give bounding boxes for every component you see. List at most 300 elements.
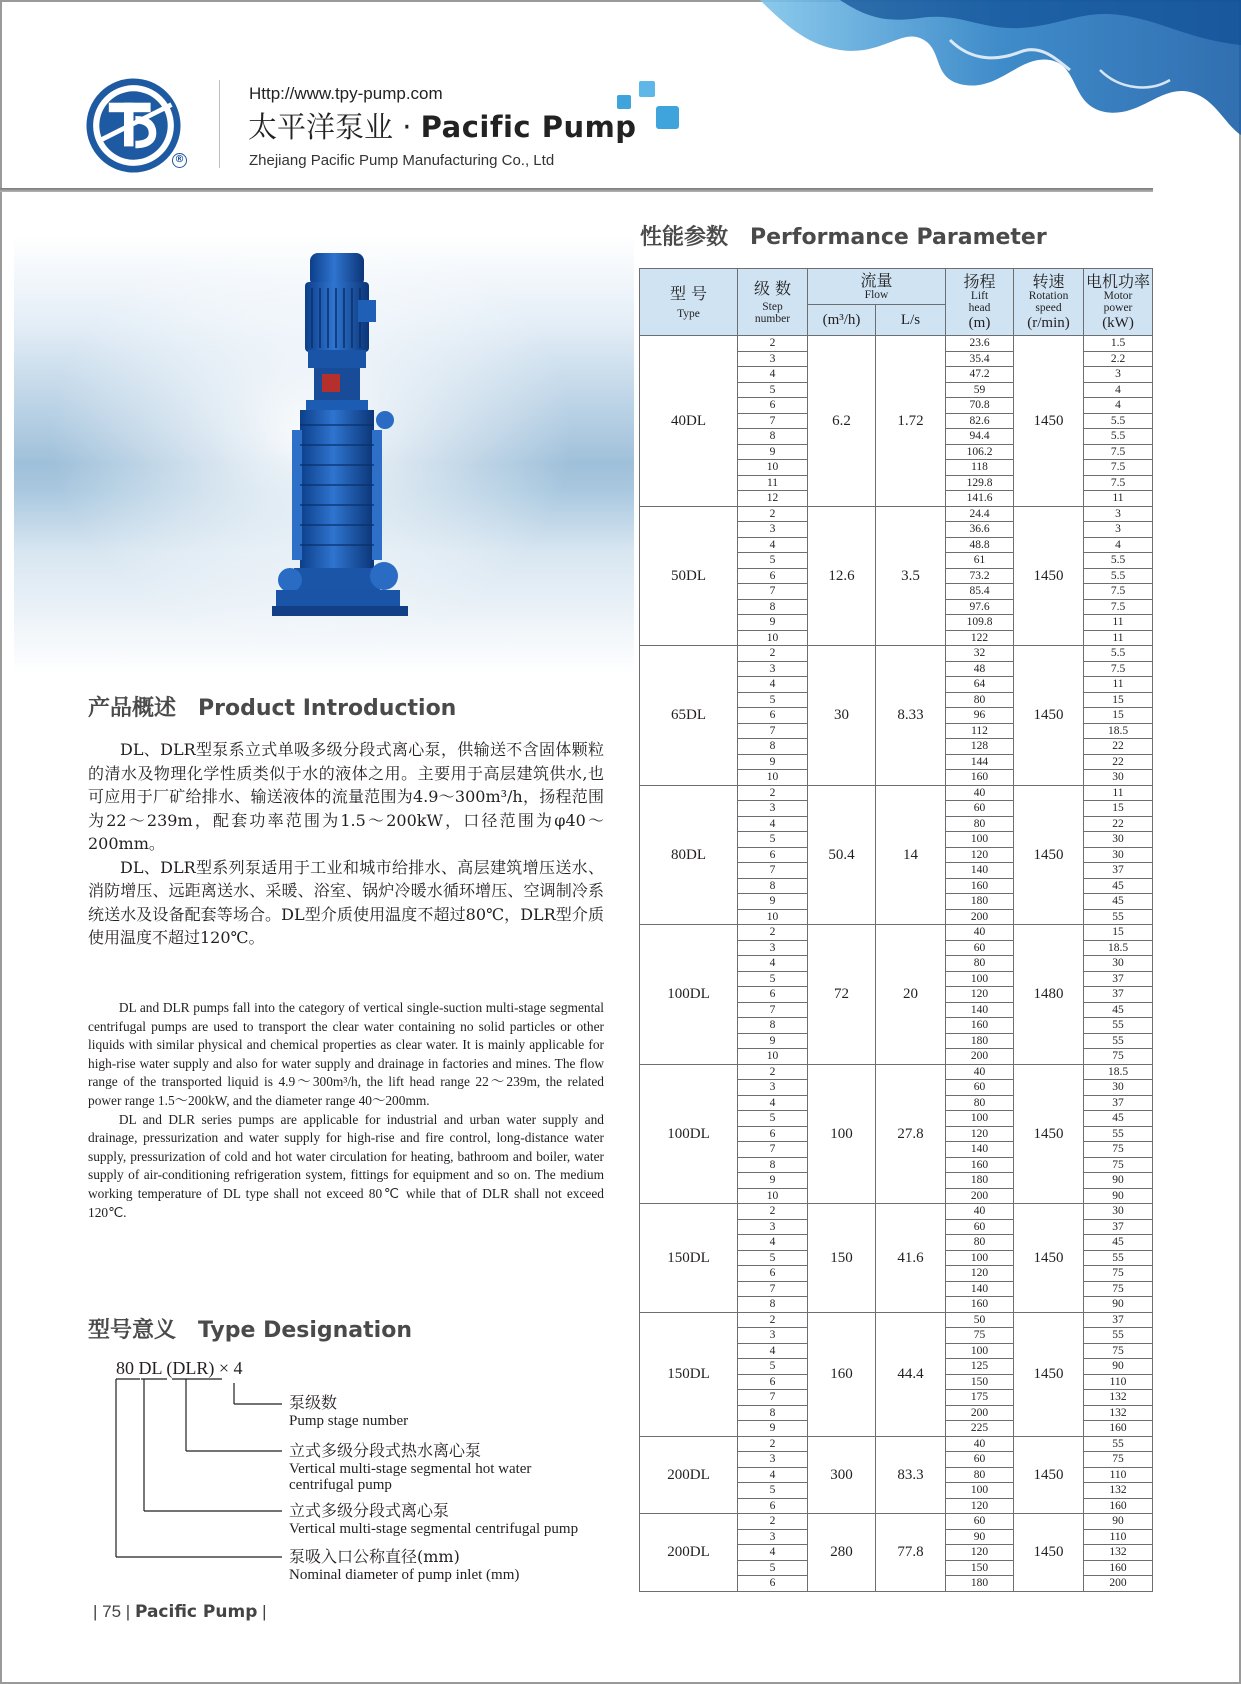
cell-step: 4 — [738, 537, 808, 553]
header-speed-cn: 转速 — [1032, 271, 1065, 291]
header-lift — [946, 269, 1014, 336]
cell-power: 18.5 — [1084, 940, 1153, 956]
cell-power: 3 — [1084, 506, 1153, 522]
cell-step: 4 — [738, 1545, 808, 1561]
cell-step: 7 — [738, 413, 808, 429]
cell-power: 4 — [1084, 398, 1153, 414]
intro-title-cn: 产品概述 — [88, 696, 177, 721]
cell-type: 200DL — [640, 1436, 738, 1514]
cell-step: 6 — [738, 568, 808, 584]
company-name: Zhejiang Pacific Pump Manufacturing Co., Ltd — [249, 152, 555, 169]
cell-step: 12 — [738, 491, 808, 507]
cell-step: 9 — [738, 615, 808, 631]
cell-step: 9 — [738, 1033, 808, 1049]
cell-power: 22 — [1084, 816, 1153, 832]
cell-flow-ls: 77.8 — [876, 1514, 946, 1592]
cell-step: 2 — [738, 1204, 808, 1220]
cell-power: 37 — [1084, 1095, 1153, 1111]
cell-step: 5 — [738, 1359, 808, 1375]
designation-heading — [88, 1318, 412, 1344]
cell-power: 200 — [1084, 1576, 1153, 1592]
cell-flow-ls: 3.5 — [876, 506, 946, 646]
cell-power: 3 — [1084, 522, 1153, 538]
cell-speed: 1450 — [1014, 506, 1084, 646]
cell-lift: 200 — [946, 1188, 1014, 1204]
cell-power: 75 — [1084, 1343, 1153, 1359]
cell-lift: 140 — [946, 1281, 1014, 1297]
intro-en-paragraph-2: DL and DLR series pumps are applicable for industrial and urban water supply and drainage, pressurization and water supply for high-rise and fire control, long-distance water supply, pressurization of cold and hot water circulation for heating, bathroom and boiler, water supply of air-conditioning refrigeration system, fittings for equipment and so on. The medium working temperature of DL type shall not exceed 80℃ while that of DLR shall not exceed 120℃. — [88, 1111, 604, 1220]
cell-step: 9 — [738, 1421, 808, 1437]
cell-lift: 160 — [946, 770, 1014, 786]
cell-step: 2 — [738, 925, 808, 941]
cell-step: 10 — [738, 909, 808, 925]
cell-lift: 40 — [946, 1204, 1014, 1220]
cell-power: 75 — [1084, 1452, 1153, 1468]
cell-power: 90 — [1084, 1173, 1153, 1189]
cell-power: 22 — [1084, 754, 1153, 770]
cell-lift: 36.6 — [946, 522, 1014, 538]
intro-heading — [88, 696, 456, 722]
header-speed — [1014, 269, 1084, 336]
header-lift-cn: 扬程 — [963, 271, 996, 291]
cell-power: 5.5 — [1084, 553, 1153, 569]
cell-lift: 200 — [946, 909, 1014, 925]
header-power — [1084, 269, 1153, 336]
table-row — [640, 1514, 1153, 1530]
performance-heading — [640, 225, 1047, 251]
cell-power: 22 — [1084, 739, 1153, 755]
cell-flow-m3h: 280 — [808, 1514, 876, 1592]
cell-lift: 109.8 — [946, 615, 1014, 631]
header-power-en2: power — [1103, 301, 1133, 314]
cell-power: 55 — [1084, 1033, 1153, 1049]
table-row — [640, 1436, 1153, 1452]
cell-lift: 200 — [946, 1049, 1014, 1065]
cell-power: 75 — [1084, 1281, 1153, 1297]
cell-step: 9 — [738, 894, 808, 910]
page-number: 75 — [102, 1602, 122, 1621]
cell-lift: 32 — [946, 646, 1014, 662]
table-row — [640, 1312, 1153, 1328]
cell-lift: 75 — [946, 1328, 1014, 1344]
cell-lift: 160 — [946, 1018, 1014, 1034]
cell-lift: 80 — [946, 1235, 1014, 1251]
cell-step: 8 — [738, 1018, 808, 1034]
table-row — [640, 336, 1153, 352]
cell-flow-ls: 27.8 — [876, 1064, 946, 1204]
performance-title-cn: 性能参数 — [640, 225, 729, 250]
table-row — [640, 925, 1153, 941]
brand-name-en: Pacific Pump — [420, 110, 637, 144]
header-flow-cn: 流量 — [860, 271, 893, 290]
cell-lift: 24.4 — [946, 506, 1014, 522]
cell-power: 160 — [1084, 1498, 1153, 1514]
cell-lift: 160 — [946, 878, 1014, 894]
designation-item-2-cn: 立式多级分段式热水离心泵 — [289, 1441, 482, 1460]
intro-cn-paragraph-2: DL、DLR型系列泵适用于工业和城市给排水、高层建筑增压送水、消防增压、远距离送水、采暖、浴室、锅炉冷暖水循环增压、空调制冷系统送水及设备配套等场合。DL型介质使用温度不超过80℃，DLR型介质使用温度不超过120℃。 — [88, 857, 604, 947]
cell-step: 6 — [738, 847, 808, 863]
cell-step: 2 — [738, 336, 808, 352]
vertical-pump-icon — [270, 250, 420, 640]
cell-flow-m3h: 150 — [808, 1204, 876, 1313]
cell-lift: 97.6 — [946, 599, 1014, 615]
cell-power: 37 — [1084, 1312, 1153, 1328]
cell-lift: 200 — [946, 1405, 1014, 1421]
cell-lift: 70.8 — [946, 398, 1014, 414]
cell-power: 45 — [1084, 1111, 1153, 1127]
cell-step: 6 — [738, 987, 808, 1003]
cell-lift: 112 — [946, 723, 1014, 739]
cell-lift: 60 — [946, 1219, 1014, 1235]
header-lift-en2: head — [968, 301, 991, 314]
cell-power: 45 — [1084, 1235, 1153, 1251]
cell-step: 8 — [738, 599, 808, 615]
cell-lift: 61 — [946, 553, 1014, 569]
cell-power: 11 — [1084, 630, 1153, 646]
cell-step: 9 — [738, 1173, 808, 1189]
designation-item-3-en: Vertical multi-stage segmental centrifugal pump — [289, 1521, 579, 1537]
cell-step: 6 — [738, 1126, 808, 1142]
cell-lift: 120 — [946, 1545, 1014, 1561]
designation-item-4-cn: 泵吸入口公称直径(mm) — [289, 1547, 460, 1566]
cell-power: 75 — [1084, 1049, 1153, 1065]
cell-step: 3 — [738, 522, 808, 538]
header-power-unit: (kW) — [1102, 314, 1134, 331]
cell-step: 4 — [738, 677, 808, 693]
cell-power: 55 — [1084, 1250, 1153, 1266]
cell-step: 3 — [738, 1219, 808, 1235]
table-row — [640, 1204, 1153, 1220]
wave-decoration-icon — [720, 0, 1241, 140]
designation-code: 80 DL (DLR) × 4 — [116, 1358, 243, 1378]
cell-power: 45 — [1084, 878, 1153, 894]
cell-step: 3 — [738, 351, 808, 367]
cell-step: 4 — [738, 1235, 808, 1251]
cell-step: 5 — [738, 971, 808, 987]
cell-power: 55 — [1084, 1018, 1153, 1034]
cell-lift: 100 — [946, 1343, 1014, 1359]
cell-power: 30 — [1084, 1204, 1153, 1220]
cell-lift: 40 — [946, 785, 1014, 801]
cell-lift: 140 — [946, 1002, 1014, 1018]
cell-lift: 150 — [946, 1374, 1014, 1390]
cell-lift: 40 — [946, 925, 1014, 941]
cell-lift: 144 — [946, 754, 1014, 770]
cell-lift: 80 — [946, 816, 1014, 832]
cell-step: 8 — [738, 878, 808, 894]
header-speed-unit: (r/min) — [1027, 314, 1070, 331]
cell-lift: 60 — [946, 1452, 1014, 1468]
cell-power: 75 — [1084, 1266, 1153, 1282]
cell-step: 6 — [738, 708, 808, 724]
cell-flow-m3h: 72 — [808, 925, 876, 1065]
cell-power: 15 — [1084, 692, 1153, 708]
designation-item-1-en: Pump stage number — [289, 1413, 409, 1429]
cell-type: 100DL — [640, 1064, 738, 1204]
cell-lift: 100 — [946, 832, 1014, 848]
cell-speed: 1450 — [1014, 1514, 1084, 1592]
cell-type: 150DL — [640, 1312, 738, 1436]
header-flow-m3h — [808, 305, 876, 336]
cell-lift: 35.4 — [946, 351, 1014, 367]
cell-power: 5.5 — [1084, 413, 1153, 429]
cell-power: 7.5 — [1084, 475, 1153, 491]
cell-step: 2 — [738, 785, 808, 801]
cell-lift: 125 — [946, 1359, 1014, 1375]
cell-step: 3 — [738, 1529, 808, 1545]
intro-en-paragraph-1: DL and DLR pumps fall into the category of vertical single-suction multi-stage segmental centrifugal pumps are used to transport the clear water containing no solid particles or other liquids with similar physical and chemical properties as clear water. It is mainly applicable for high-rise water supply and also for water supply and drainage in factories and mines. The flow range of the transported liquid is 4.9～300m³/h, the lift head range 22～239m, the related power range 1.5～200kW, and the diameter range 40～200mm. — [88, 1000, 604, 1108]
squares-decoration-icon — [616, 78, 681, 133]
cell-lift: 118 — [946, 460, 1014, 476]
cell-speed: 1450 — [1014, 1064, 1084, 1204]
table-row — [640, 1064, 1153, 1080]
header-speed-en2: speed — [1035, 301, 1062, 314]
website-url[interactable]: Http://www.tpy-pump.com — [249, 84, 443, 103]
cell-lift: 100 — [946, 1250, 1014, 1266]
cell-lift: 85.4 — [946, 584, 1014, 600]
header-power-en1: Motor — [1103, 289, 1133, 302]
cell-lift: 40 — [946, 1436, 1014, 1452]
cell-step: 5 — [738, 553, 808, 569]
cell-lift: 48 — [946, 661, 1014, 677]
cell-power: 160 — [1084, 1560, 1153, 1576]
cell-power: 7.5 — [1084, 599, 1153, 615]
cell-power: 90 — [1084, 1297, 1153, 1313]
cell-lift: 180 — [946, 1033, 1014, 1049]
cell-lift: 100 — [946, 971, 1014, 987]
cell-power: 2.2 — [1084, 351, 1153, 367]
performance-table — [639, 268, 1153, 1592]
cell-power: 132 — [1084, 1545, 1153, 1561]
cell-power: 5.5 — [1084, 646, 1153, 662]
cell-step: 10 — [738, 1049, 808, 1065]
header-divider — [219, 80, 220, 168]
cell-power: 37 — [1084, 971, 1153, 987]
cell-step: 6 — [738, 1266, 808, 1282]
cell-power: 7.5 — [1084, 661, 1153, 677]
intro-text-en — [88, 999, 604, 1222]
header-type-en: Type — [677, 307, 700, 320]
header-flow-en: Flow — [864, 289, 889, 301]
cell-speed: 1450 — [1014, 785, 1084, 925]
cell-type: 50DL — [640, 506, 738, 646]
cell-flow-m3h: 50.4 — [808, 785, 876, 925]
cell-step: 4 — [738, 956, 808, 972]
header-step-en2: number — [754, 312, 791, 325]
cell-step: 5 — [738, 832, 808, 848]
cell-step: 5 — [738, 1111, 808, 1127]
performance-table-body — [640, 336, 1153, 1592]
cell-flow-ls: 20 — [876, 925, 946, 1065]
cell-step: 7 — [738, 1390, 808, 1406]
cell-lift: 180 — [946, 894, 1014, 910]
cell-flow-m3h: 30 — [808, 646, 876, 786]
cell-lift: 120 — [946, 1126, 1014, 1142]
header-power-cn: 电机功率 — [1086, 271, 1151, 291]
cell-lift: 23.6 — [946, 336, 1014, 352]
cell-power: 90 — [1084, 1514, 1153, 1530]
cell-step: 7 — [738, 723, 808, 739]
cell-step: 6 — [738, 398, 808, 414]
cell-power: 15 — [1084, 925, 1153, 941]
cell-step: 7 — [738, 863, 808, 879]
cell-flow-m3h: 160 — [808, 1312, 876, 1436]
intro-text-cn — [88, 738, 604, 950]
performance-title-en: Performance Parameter — [750, 225, 1047, 250]
cell-power: 37 — [1084, 863, 1153, 879]
cell-power: 30 — [1084, 832, 1153, 848]
cell-lift: 180 — [946, 1576, 1014, 1592]
cell-flow-m3h: 12.6 — [808, 506, 876, 646]
cell-power: 15 — [1084, 708, 1153, 724]
cell-power: 4 — [1084, 537, 1153, 553]
brand-dot: · — [402, 110, 412, 144]
cell-step: 7 — [738, 584, 808, 600]
cell-lift: 106.2 — [946, 444, 1014, 460]
cell-power: 18.5 — [1084, 1064, 1153, 1080]
cell-step: 8 — [738, 429, 808, 445]
cell-power: 55 — [1084, 1328, 1153, 1344]
cell-power: 110 — [1084, 1374, 1153, 1390]
cell-lift: 128 — [946, 739, 1014, 755]
cell-flow-ls: 8.33 — [876, 646, 946, 786]
header-type-cn: 型 号 — [669, 283, 708, 303]
cell-step: 10 — [738, 770, 808, 786]
cell-step: 5 — [738, 1560, 808, 1576]
footer-brand: Pacific Pump — [134, 1602, 258, 1622]
cell-lift: 50 — [946, 1312, 1014, 1328]
cell-power: 75 — [1084, 1157, 1153, 1173]
cell-step: 5 — [738, 692, 808, 708]
cell-flow-m3h: 6.2 — [808, 336, 876, 507]
cell-type: 100DL — [640, 925, 738, 1065]
cell-step: 4 — [738, 1467, 808, 1483]
cell-speed: 1450 — [1014, 1436, 1084, 1514]
cell-flow-m3h: 300 — [808, 1436, 876, 1514]
cell-power: 7.5 — [1084, 444, 1153, 460]
cell-power: 110 — [1084, 1529, 1153, 1545]
cell-power: 37 — [1084, 1219, 1153, 1235]
cell-power: 110 — [1084, 1467, 1153, 1483]
cell-lift: 59 — [946, 382, 1014, 398]
cell-flow-m3h: 100 — [808, 1064, 876, 1204]
cell-power: 11 — [1084, 491, 1153, 507]
cell-power: 45 — [1084, 1002, 1153, 1018]
cell-lift: 120 — [946, 987, 1014, 1003]
header-lift-unit: (m) — [968, 314, 991, 331]
cell-step: 5 — [738, 1483, 808, 1499]
cell-step: 11 — [738, 475, 808, 491]
intro-cn-paragraph-1: DL、DLR型泵系立式单吸多级分段式离心泵，供输送不含固体颗粒的清水及物理化学性质类似于水的液体之用。主要用于高层建筑供水,也可应用于厂矿给排水、输送液体的流量范围为4.9～300m³/h，扬程范围为22～239m，配套功率范围为1.5～200kW，口径范围为φ40～200mm。 — [88, 740, 604, 853]
cell-power: 132 — [1084, 1405, 1153, 1421]
cell-lift: 225 — [946, 1421, 1014, 1437]
cell-step: 4 — [738, 816, 808, 832]
cell-speed: 1450 — [1014, 1204, 1084, 1313]
header-lift-en1: Lift — [970, 289, 989, 302]
cell-lift: 96 — [946, 708, 1014, 724]
cell-step: 2 — [738, 1312, 808, 1328]
cell-lift: 175 — [946, 1390, 1014, 1406]
cell-lift: 94.4 — [946, 429, 1014, 445]
designation-title-cn: 型号意义 — [88, 1318, 177, 1343]
cell-step: 3 — [738, 940, 808, 956]
cell-flow-ls: 14 — [876, 785, 946, 925]
cell-power: 5.5 — [1084, 429, 1153, 445]
cell-power: 11 — [1084, 677, 1153, 693]
cell-power: 30 — [1084, 1080, 1153, 1096]
cell-flow-ls: 1.72 — [876, 336, 946, 507]
page-footer: | 75 | Pacific Pump | — [93, 1602, 267, 1622]
cell-lift: 122 — [946, 630, 1014, 646]
cell-power: 132 — [1084, 1483, 1153, 1499]
cell-power: 11 — [1084, 785, 1153, 801]
header-flow-unit2: L/s — [900, 312, 921, 328]
cell-step: 3 — [738, 661, 808, 677]
cell-step: 10 — [738, 630, 808, 646]
cell-type: 150DL — [640, 1204, 738, 1313]
header-separator — [0, 188, 1153, 192]
cell-step: 3 — [738, 1452, 808, 1468]
designation-item-4-en: Nominal diameter of pump inlet (mm) — [289, 1567, 520, 1583]
cell-power: 1.5 — [1084, 336, 1153, 352]
brand-name-cn: 太平洋泵业 — [248, 110, 394, 144]
cell-step: 5 — [738, 382, 808, 398]
designation-item-3 — [289, 1501, 578, 1537]
header-type — [640, 269, 738, 336]
cell-power: 30 — [1084, 956, 1153, 972]
cell-lift: 60 — [946, 1080, 1014, 1096]
cell-power: 75 — [1084, 1142, 1153, 1158]
cell-step: 3 — [738, 1328, 808, 1344]
cell-step: 6 — [738, 1576, 808, 1592]
cell-flow-ls: 83.3 — [876, 1436, 946, 1514]
cell-power: 45 — [1084, 894, 1153, 910]
cell-lift: 80 — [946, 956, 1014, 972]
cell-power: 37 — [1084, 987, 1153, 1003]
cell-lift: 100 — [946, 1111, 1014, 1127]
cell-power: 30 — [1084, 847, 1153, 863]
header-flow-unit1: (m³/h) — [822, 312, 861, 328]
tpy-logo-icon — [86, 78, 181, 173]
header-speed-en1: Rotation — [1028, 289, 1069, 302]
cell-type: 40DL — [640, 336, 738, 507]
cell-step: 5 — [738, 1250, 808, 1266]
header-flow — [808, 269, 946, 305]
cell-step: 2 — [738, 506, 808, 522]
cell-lift: 160 — [946, 1297, 1014, 1313]
cell-speed: 1480 — [1014, 925, 1084, 1065]
cell-step: 2 — [738, 1514, 808, 1530]
cell-step: 8 — [738, 1157, 808, 1173]
cell-step: 7 — [738, 1002, 808, 1018]
cell-lift: 82.6 — [946, 413, 1014, 429]
header-step — [738, 269, 808, 336]
cell-lift: 90 — [946, 1529, 1014, 1545]
cell-lift: 80 — [946, 692, 1014, 708]
designation-item-2-en: Vertical multi-stage segmental hot water centrifugal pump — [289, 1461, 532, 1493]
cell-lift: 80 — [946, 1467, 1014, 1483]
cell-step: 9 — [738, 444, 808, 460]
cell-step: 10 — [738, 1188, 808, 1204]
cell-power: 4 — [1084, 382, 1153, 398]
cell-step: 10 — [738, 460, 808, 476]
cell-lift: 140 — [946, 863, 1014, 879]
cell-lift: 141.6 — [946, 491, 1014, 507]
cell-lift: 120 — [946, 1498, 1014, 1514]
designation-item-2 — [289, 1441, 589, 1493]
cell-lift: 60 — [946, 940, 1014, 956]
registered-mark: ® — [172, 153, 187, 168]
